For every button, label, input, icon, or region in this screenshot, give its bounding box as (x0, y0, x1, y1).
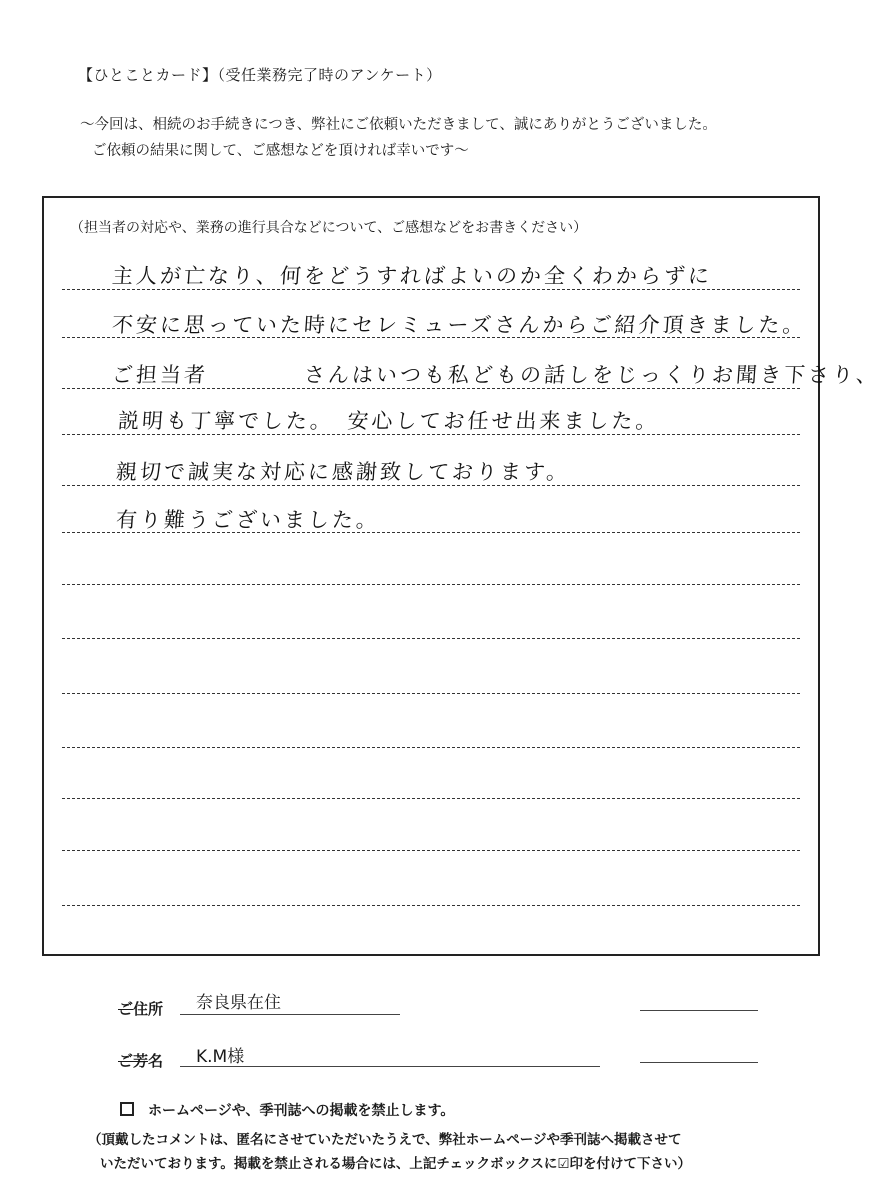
name-label-text: 名 (148, 1052, 164, 1070)
comment-box-instruction: （担当者の対応や、業務の進行具合などについて、ご感想などをお書きください） (70, 220, 588, 236)
address-label-text: 住所 (133, 1000, 164, 1018)
comment-line: 不安に思っていた時にセレミューズさんからご紹介頂きました。 (111, 313, 808, 337)
comment-line: 有り難うございました。 (115, 508, 381, 532)
opt-out-checkbox[interactable] (120, 1102, 134, 1116)
notice-line-2: いただいております。掲載を禁止される場合には、上記チェックボックスに☑印を付けて下さい） (100, 1156, 691, 1172)
address-underline-right (640, 1010, 758, 1011)
address-underline (180, 1014, 400, 1015)
name-underline-right (640, 1062, 758, 1063)
intro-line-2: ご依頼の結果に関して、ご感想などを頂ければ幸いです～ (92, 143, 469, 159)
address-value[interactable]: 奈良県在住 (196, 993, 281, 1013)
intro-text (80, 112, 717, 164)
comment-line: 説明も丁寧でした。 安心してお任せ出来ました。 (117, 409, 661, 433)
writing-rule (62, 905, 800, 906)
name-prefix: ご芳 (118, 1052, 149, 1070)
address-prefix: ご (118, 1000, 134, 1018)
name-value[interactable]: K.M様 (196, 1047, 245, 1067)
intro-line-1: ～今回は、相続のお手続きにつき、弊社にご依頼いただきまして、誠にありがとうございました。 (80, 117, 717, 133)
writing-rule (62, 850, 800, 851)
notice-explanation (88, 1128, 691, 1176)
writing-rule (62, 693, 800, 694)
comment-line: 主人が亡なり、何をどうすればよいのか全くわからずに (111, 264, 713, 288)
writing-rule (62, 638, 800, 639)
address-label (118, 998, 163, 1019)
notice-line-1: （頂戴したコメントは、匿名にさせていただいたうえで、弊社ホームページや季刊誌へ掲載させて (88, 1132, 682, 1148)
form-title: 【ひとことカード】（受任業務完了時のアンケート） (78, 66, 442, 84)
writing-rule (62, 798, 800, 799)
comment-line: 親切で誠実な対応に感謝致しております。 (115, 460, 572, 484)
name-label (118, 1050, 163, 1071)
comment-line: ご担当者 さんはいつも私どもの話しをじっくりお聞き下さり、 (111, 363, 881, 387)
writing-rule (62, 584, 800, 585)
publish-opt-out (120, 1100, 454, 1120)
opt-out-label: ホームページや、季刊誌への掲載を禁止します。 (148, 1103, 455, 1119)
name-underline (180, 1066, 600, 1067)
writing-rule (62, 747, 800, 748)
